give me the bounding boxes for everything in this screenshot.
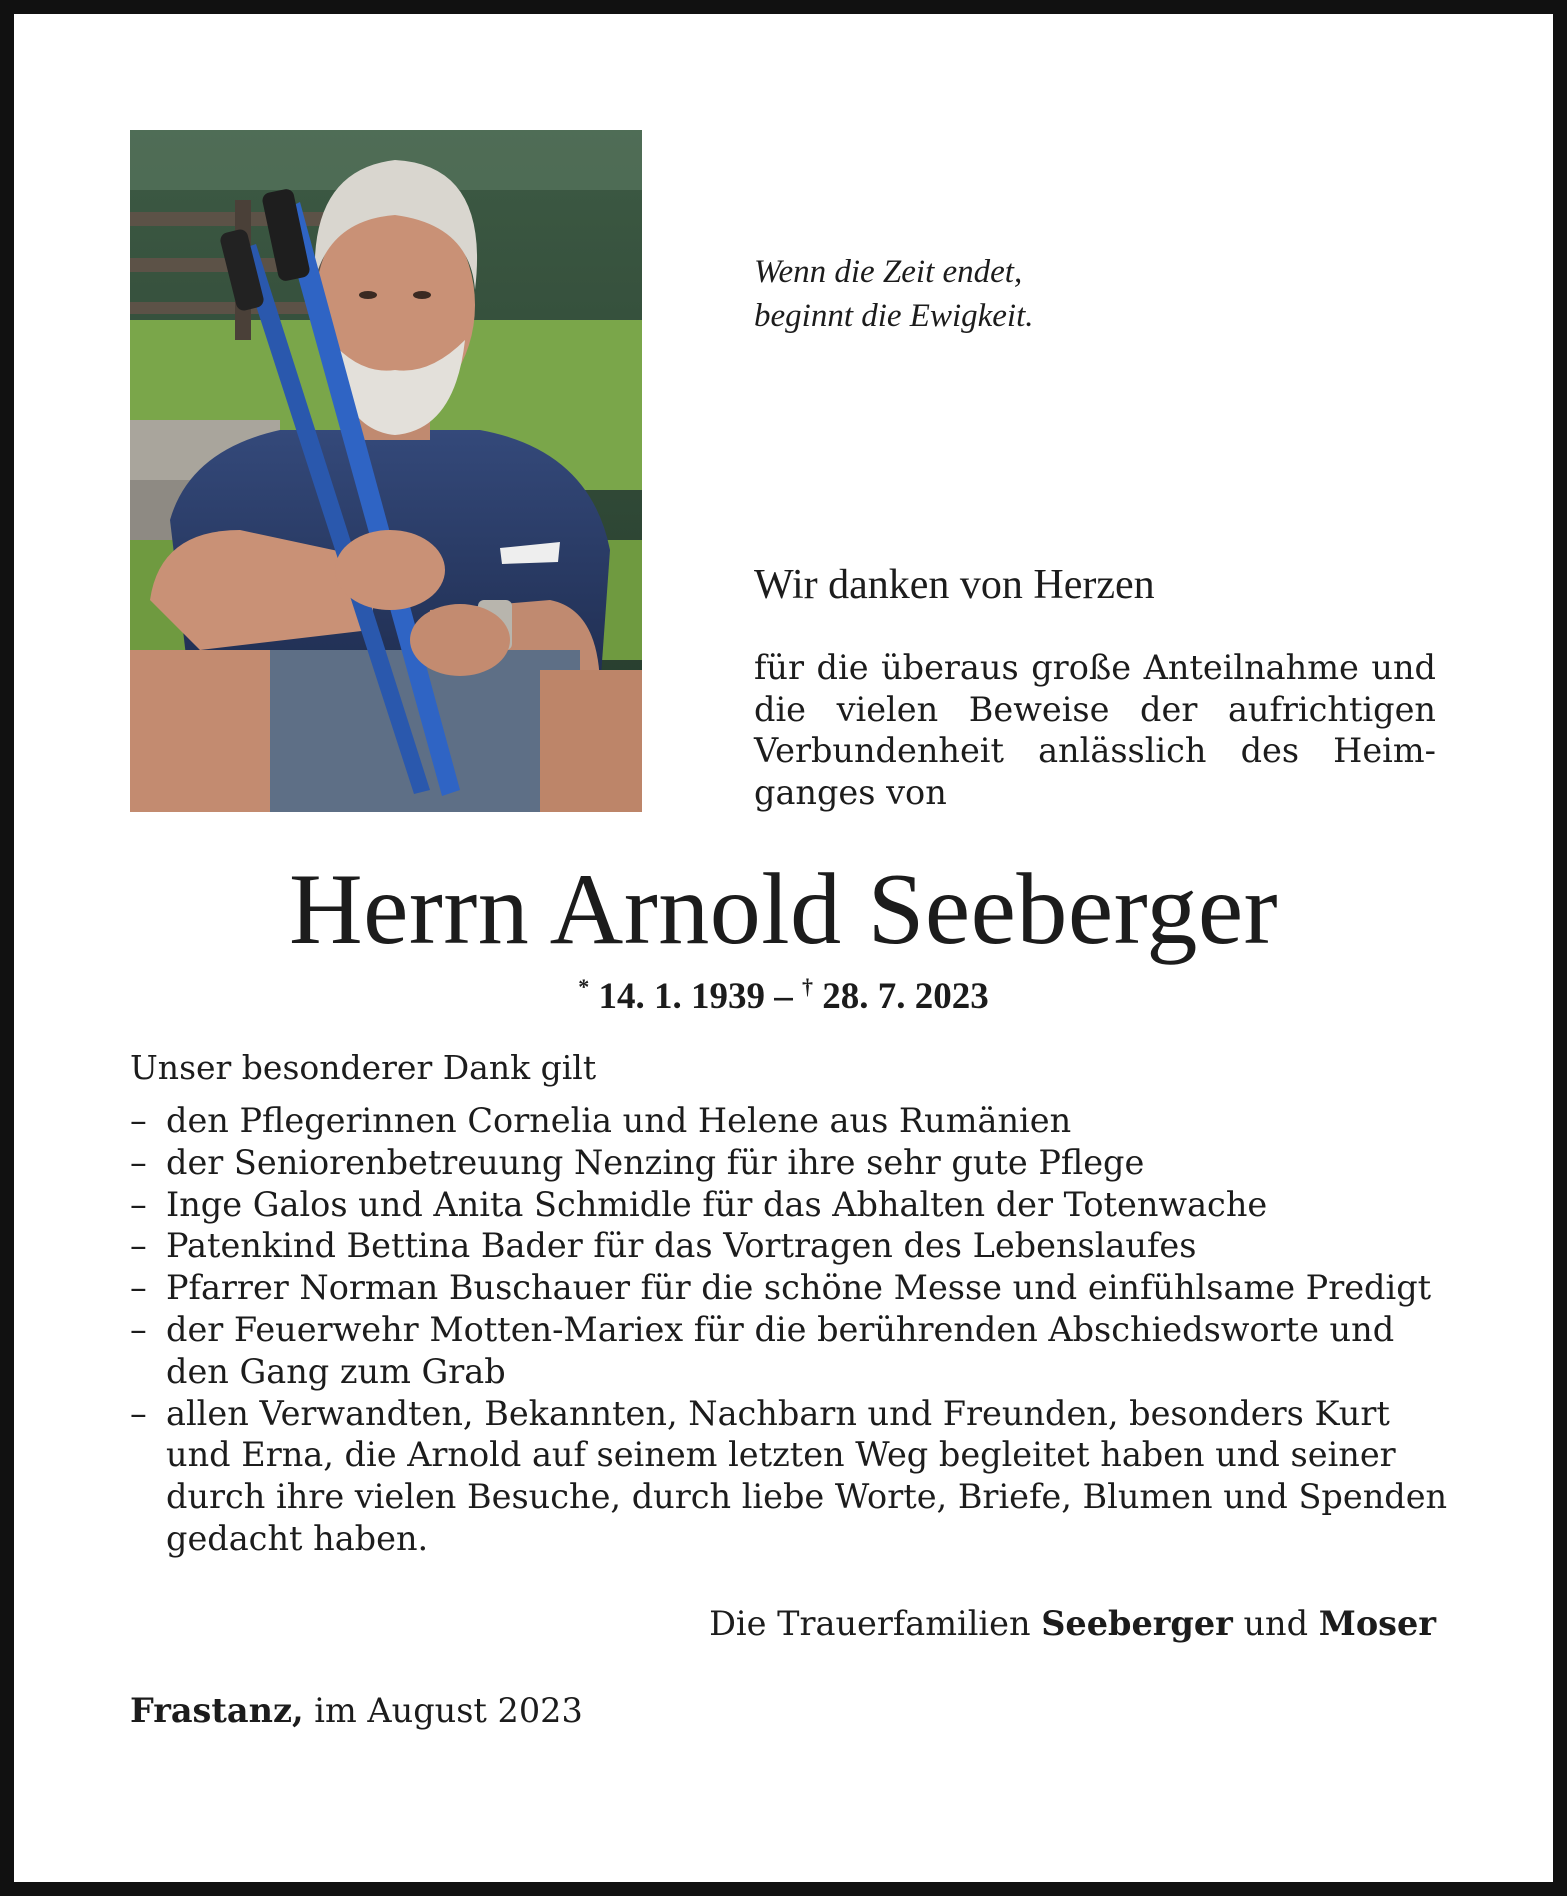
thanks-line xyxy=(754,772,1436,814)
word: der xyxy=(1140,689,1198,729)
list-item xyxy=(130,1142,1436,1184)
dash-bullet: – xyxy=(130,1226,147,1266)
list-item xyxy=(130,1184,1436,1226)
list-item-text: und Erna, die Arnold auf seinem letzten Weg begleitet haben und seiner xyxy=(166,1435,1396,1475)
place: Frastanz, xyxy=(130,1691,304,1730)
dash-bullet: – xyxy=(130,1268,147,1308)
list-item-text: den Pflegerinnen Cornelia und Helene aus Rumänien xyxy=(166,1101,1072,1140)
list-item xyxy=(130,1100,1436,1142)
birth-date: 14. 1. 1939 xyxy=(598,976,765,1017)
thanks-body xyxy=(754,647,1436,813)
word: und xyxy=(1371,648,1436,687)
word: Beweise xyxy=(968,689,1110,729)
list-item xyxy=(130,1393,1448,1560)
family-signature xyxy=(709,1602,1436,1646)
quote xyxy=(754,250,1034,338)
word: anlässlich xyxy=(1038,731,1207,770)
word: überaus xyxy=(881,648,1019,687)
list-item-text: Pfarrer Norman Buschauer für die schöne Messe und einfühlsame Predigt xyxy=(166,1268,1432,1308)
family-name: Moser xyxy=(1318,1604,1436,1643)
word: die xyxy=(754,689,806,729)
date: im August 2023 xyxy=(314,1691,583,1730)
thanks-line xyxy=(754,689,1436,731)
list-item-text: Inge Galos und Anita Schmidle für das Abhalten der Totenwache xyxy=(166,1184,1268,1224)
quote-line: Wenn die Zeit endet, xyxy=(754,254,1023,290)
list-item-text: der Seniorenbetreuung Nenzing für ihre sehr gute Pflege xyxy=(166,1142,1145,1182)
deceased-name: Herrn Arnold Seeberger xyxy=(288,853,1279,966)
dash-bullet: – xyxy=(130,1309,147,1349)
special-thanks-intro: Unser besonderer Dank gilt xyxy=(130,1048,597,1087)
portrait-photo xyxy=(130,130,642,812)
date-separator: – xyxy=(774,976,793,1017)
family-name: Seeberger xyxy=(1041,1604,1233,1643)
thanks-line xyxy=(754,647,1436,689)
word: die xyxy=(816,648,869,687)
word: vielen xyxy=(836,689,939,729)
signature-prefix: Die Trauerfamilien xyxy=(709,1604,1031,1643)
thanks-heading: Wir danken von Herzen xyxy=(754,562,1155,608)
place-date xyxy=(130,1689,583,1733)
dash-bullet: – xyxy=(130,1101,147,1140)
life-dates xyxy=(0,964,1567,1020)
word: ganges von xyxy=(754,772,947,812)
word: für xyxy=(754,648,804,687)
list-item-text: den Gang zum Grab xyxy=(166,1351,506,1391)
quote-line: beginnt die Ewigkeit. xyxy=(754,298,1034,334)
list-item-text: durch ihre vielen Besuche, durch liebe Worte, Briefe, Blumen und Spenden xyxy=(166,1477,1448,1517)
birth-symbol: * xyxy=(578,974,590,999)
word: Verbundenheit xyxy=(754,731,1004,770)
word: aufrichtigen xyxy=(1227,689,1436,729)
list-item xyxy=(130,1309,1436,1393)
list-item-text: gedacht haben. xyxy=(166,1518,429,1558)
portrait-illustration xyxy=(130,130,642,812)
list-item xyxy=(130,1225,1436,1267)
word: Anteilnahme xyxy=(1143,648,1359,687)
dash-bullet: – xyxy=(130,1393,147,1433)
death-symbol: † xyxy=(802,974,813,999)
word: große xyxy=(1031,648,1132,687)
death-date: 28. 7. 2023 xyxy=(822,976,989,1017)
list-item xyxy=(130,1267,1436,1309)
list-item-text: allen Verwandten, Bekannten, Nachbarn und Freunden, besonders Kurt xyxy=(166,1393,1390,1433)
word: Heim- xyxy=(1333,731,1436,770)
dash-bullet: – xyxy=(130,1142,147,1182)
list-item-text: Patenkind Bettina Bader für das Vortragen des Lebenslaufes xyxy=(166,1226,1197,1266)
list-item-text: der Feuerwehr Motten-Mariex für die berührenden Abschiedsworte und xyxy=(166,1309,1395,1349)
dash-bullet: – xyxy=(130,1184,147,1224)
special-thanks-list xyxy=(130,1100,1448,1560)
signature-conj: und xyxy=(1243,1604,1309,1643)
thanks-line xyxy=(754,730,1436,772)
word: des xyxy=(1240,731,1300,770)
